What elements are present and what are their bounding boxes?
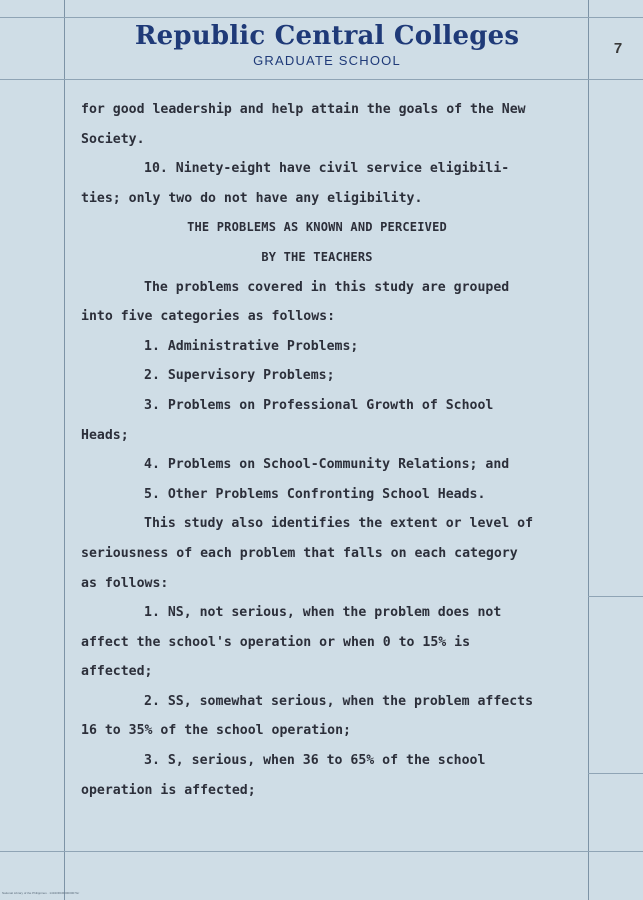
text-line: 10. Ninety-eight have civil service eligibili-	[144, 161, 510, 177]
college-name: Republic Central Colleges	[134, 21, 520, 51]
section-heading: BY THE TEACHERS	[261, 249, 373, 264]
list-item: 3. S, serious, when 36 to 65% of the school	[144, 753, 486, 769]
school-name: GRADUATE SCHOOL	[253, 53, 401, 68]
archive-footnote: National Library of the Philippines · 14343RCR0000007Gr	[2, 891, 80, 895]
bottom-rule	[0, 851, 643, 852]
list-item: 2. Supervisory Problems;	[144, 368, 335, 384]
page-number: 7	[613, 40, 623, 57]
text-line: operation is affected;	[81, 782, 256, 798]
text-line: affected;	[81, 664, 153, 680]
text-line: into five categories as follows:	[81, 309, 336, 325]
section-heading: THE PROBLEMS AS KNOWN AND PERCEIVED	[187, 220, 447, 235]
text-line: Heads;	[81, 427, 129, 443]
list-item: 1. Administrative Problems;	[144, 338, 359, 354]
list-item: 4. Problems on School-Community Relations; and	[144, 457, 510, 473]
list-item: 5. Other Problems Confronting School Heads.	[144, 486, 486, 502]
text-line: The problems covered in this study are grouped	[144, 279, 510, 295]
text-line: 16 to 35% of the school operation;	[81, 723, 351, 739]
top-rule	[0, 17, 643, 18]
margin-rule	[588, 773, 643, 774]
text-line: seriousness of each problem that falls on each category	[81, 545, 518, 561]
text-line: for good leadership and help attain the goals of the New	[81, 102, 526, 117]
margin-rule	[588, 596, 643, 597]
list-item: 2. SS, somewhat serious, when the problem affects	[144, 693, 534, 709]
list-item: 1. NS, not serious, when the problem does not	[144, 605, 502, 621]
letterhead	[66, 20, 588, 69]
text-line: This study also identifies the extent or level of	[144, 516, 534, 532]
list-item: 3. Problems on Professional Growth of School	[144, 397, 494, 413]
text-line: affect the school's operation or when 0 to 15% is	[81, 634, 471, 650]
left-margin-rule	[64, 0, 65, 900]
page-body	[81, 95, 591, 805]
text-line: as follows:	[81, 575, 169, 591]
text-line: Society.	[81, 131, 145, 147]
header-rule	[0, 79, 643, 80]
text-line: ties; only two do not have any eligibility.	[81, 190, 423, 206]
